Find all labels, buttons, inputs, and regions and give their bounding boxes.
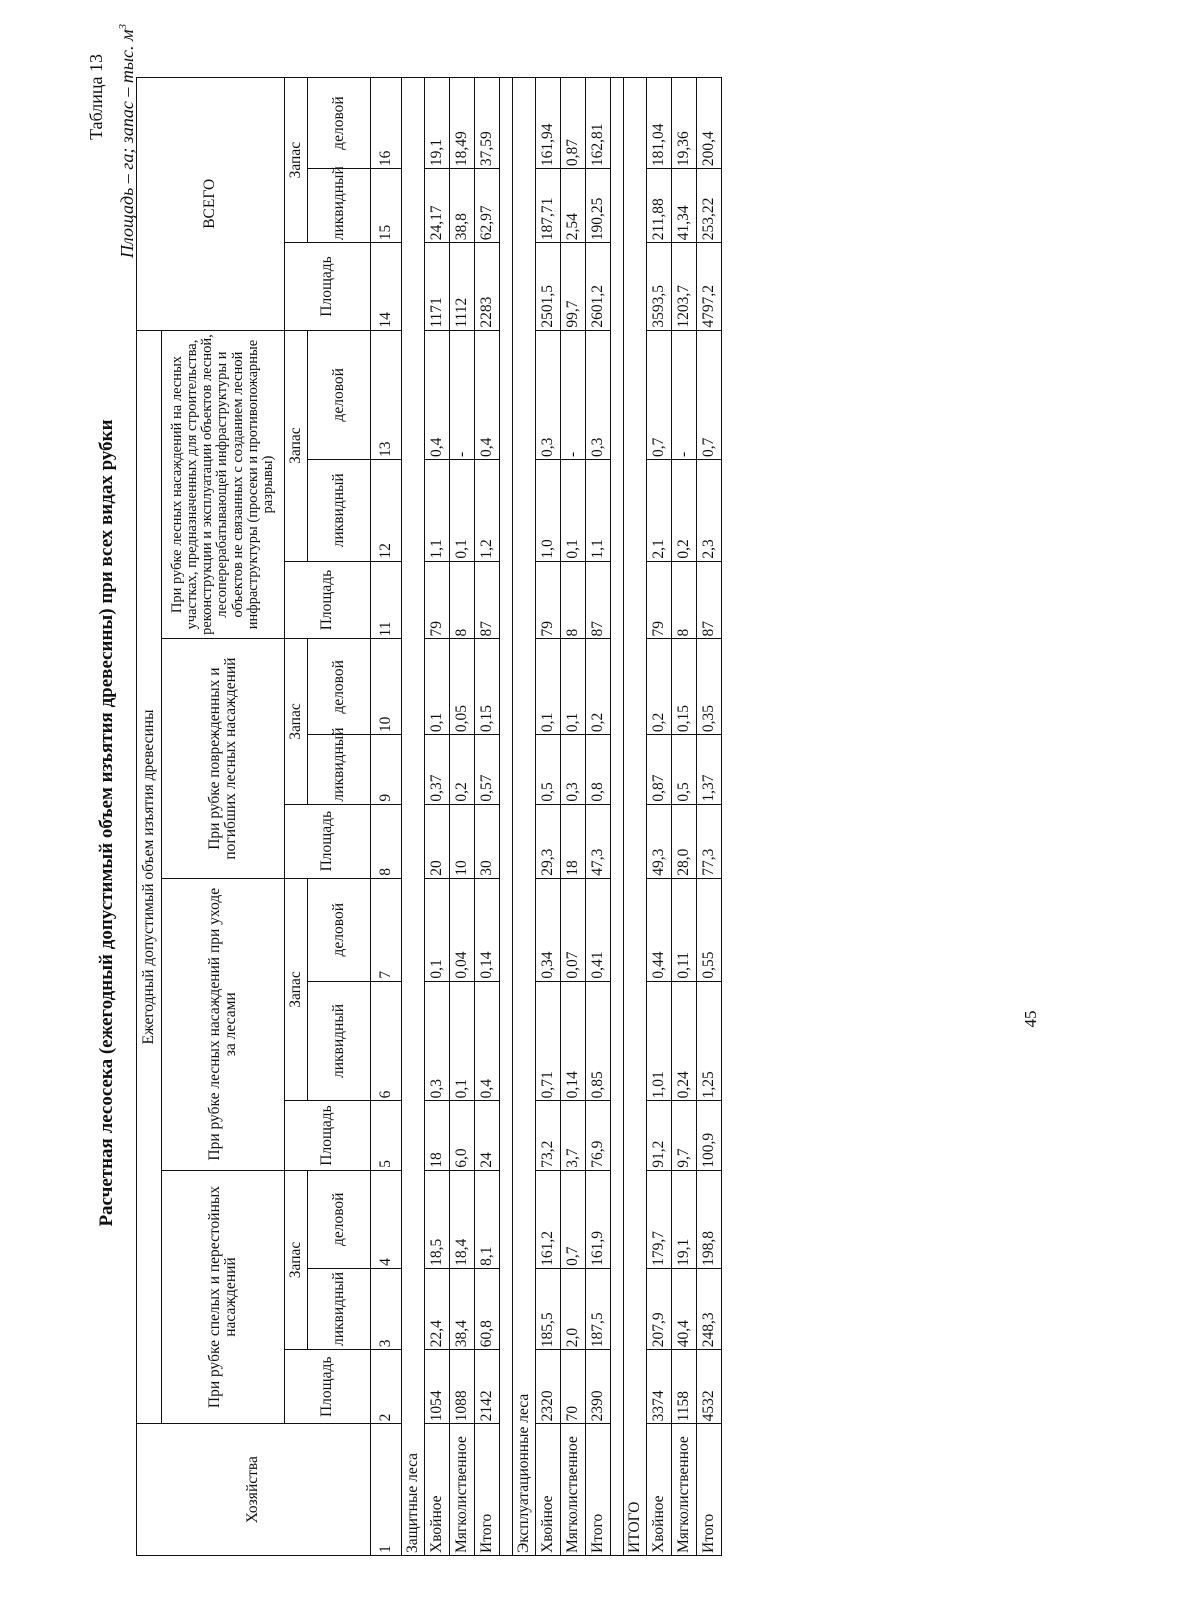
- table-cell: 0,2: [672, 459, 697, 561]
- table-cell: 187,71: [536, 169, 561, 243]
- table-cell: 87: [697, 561, 722, 639]
- table-cell: 37,59: [475, 78, 500, 169]
- table-cell: 211,88: [647, 169, 672, 243]
- header-commercial: деловой: [308, 878, 371, 981]
- table-cell: 19,36: [672, 78, 697, 169]
- table-cell: 1,0: [536, 459, 561, 561]
- table-cell: -: [450, 330, 475, 459]
- column-number: 4: [371, 1170, 402, 1268]
- table-row: [647, 78, 672, 1556]
- table-cell: 1054: [425, 1350, 450, 1424]
- table-cell: 0,85: [586, 981, 611, 1101]
- table-cell: 76,9: [586, 1101, 611, 1170]
- header-liquid: ликвидный: [308, 1268, 371, 1349]
- table-cell: 77,3: [697, 804, 722, 878]
- table-cell: 18,49: [450, 78, 475, 169]
- table-cell: 0,24: [672, 981, 697, 1101]
- table-cell: 0,7: [647, 330, 672, 459]
- header-stock: Запас: [285, 639, 308, 804]
- row-label: Хвойное: [536, 1424, 561, 1556]
- table-row: [536, 78, 561, 1556]
- table-cell: 2501,5: [536, 243, 561, 330]
- table-cell: 0,3: [425, 981, 450, 1101]
- section-spacer: [500, 78, 513, 1556]
- table-cell: 41,34: [672, 169, 697, 243]
- table-cell: 8: [672, 561, 697, 639]
- table-cell: 0,05: [450, 639, 475, 735]
- table-cell: 161,2: [536, 1170, 561, 1268]
- table-cell: 1,1: [425, 459, 450, 561]
- table-cell: 0,15: [672, 639, 697, 735]
- table-title: Расчетная лесосека (ежегодный допустимый объем изъятия древесины) при всех видах рубки: [96, 419, 117, 1227]
- header-commercial: деловой: [308, 330, 371, 459]
- table-cell: 190,25: [586, 169, 611, 243]
- header-liquid: ликвидный: [308, 735, 371, 804]
- column-number: 7: [371, 878, 402, 981]
- table-cell: 0,55: [697, 878, 722, 981]
- table-cell: 0,14: [475, 878, 500, 981]
- header-liquid: ликвидный: [308, 169, 371, 243]
- table-cell: 29,3: [536, 804, 561, 878]
- table-cell: 0,71: [536, 981, 561, 1101]
- table-cell: 1112: [450, 243, 475, 330]
- table-cell: 0,87: [647, 735, 672, 804]
- table-cell: 79: [425, 561, 450, 639]
- table-cell: 0,14: [561, 981, 586, 1101]
- table-body: [371, 78, 722, 1556]
- table-cell: 87: [586, 561, 611, 639]
- table-cell: 22,4: [425, 1268, 450, 1349]
- column-number: 11: [371, 561, 402, 639]
- table-cell: 0,2: [647, 639, 672, 735]
- table-row: [672, 78, 697, 1556]
- column-number-row: [371, 78, 402, 1556]
- table-cell: 0,41: [586, 878, 611, 981]
- table-cell: 0,35: [697, 639, 722, 735]
- column-number: 6: [371, 981, 402, 1101]
- table-cell: 187,5: [586, 1268, 611, 1349]
- row-label: Хвойное: [647, 1424, 672, 1556]
- table-cell: 87: [475, 561, 500, 639]
- table-cell: 0,1: [450, 459, 475, 561]
- units-superscript: 3: [117, 24, 129, 30]
- table-cell: 100,9: [697, 1101, 722, 1170]
- table-cell: 0,57: [475, 735, 500, 804]
- table-cell: 40,4: [672, 1268, 697, 1349]
- table-cell: 0,2: [450, 735, 475, 804]
- header-area: Площадь: [285, 804, 371, 878]
- header-group-damaged: При рубке поврежденных и погибших лесных насаждений: [162, 639, 285, 878]
- header-group-infrastructure: При рубке лесных насаждений на лесных участках, предназначенных для строительства, реконструкции и эксплуатации объектов лесной, лесоперерабатывающей инфраструктуры и объектов не связанных с созданием лесной инфраструктуры (просеки и противопожарные разрывы): [162, 330, 285, 639]
- table-cell: 0,3: [536, 330, 561, 459]
- table-cell: 0,4: [475, 330, 500, 459]
- table-cell: 4532: [697, 1350, 722, 1424]
- table-number: Таблица 13: [86, 54, 106, 140]
- spacer-cell: [611, 78, 624, 1556]
- column-number: 10: [371, 639, 402, 735]
- table-cell: 1,2: [475, 459, 500, 561]
- table-cell: 0,1: [425, 878, 450, 981]
- header-annual: Ежегодный допустимый объем изъятия древесины: [137, 330, 162, 1424]
- section-title: ИТОГО: [624, 78, 647, 1556]
- table-cell: 2,0: [561, 1268, 586, 1349]
- table-cell: 18,5: [425, 1170, 450, 1268]
- table-cell: 38,8: [450, 169, 475, 243]
- column-number: 13: [371, 330, 402, 459]
- table-cell: 0,3: [561, 735, 586, 804]
- table-cell: 1,25: [697, 981, 722, 1101]
- table-cell: 200,4: [697, 78, 722, 169]
- column-number: 2: [371, 1350, 402, 1424]
- header-khozyaistva: Хозяйства: [137, 1424, 371, 1556]
- table-cell: 8: [561, 561, 586, 639]
- table-cell: 2283: [475, 243, 500, 330]
- table-cell: 19,1: [672, 1170, 697, 1268]
- column-number: 8: [371, 804, 402, 878]
- row-label: Итого: [586, 1424, 611, 1556]
- table-cell: 2,1: [647, 459, 672, 561]
- table-cell: 179,7: [647, 1170, 672, 1268]
- harvest-table: [136, 77, 722, 1556]
- table-cell: 62,97: [475, 169, 500, 243]
- section-header-row: [624, 78, 647, 1556]
- table-cell: 2,54: [561, 169, 586, 243]
- section-header-row: [402, 78, 425, 1556]
- table-cell: 0,1: [536, 639, 561, 735]
- header-stock: Запас: [285, 330, 308, 561]
- header-area: Площадь: [285, 1350, 371, 1424]
- table-row: [450, 78, 475, 1556]
- section-header-row: [513, 78, 536, 1556]
- header-total: ВСЕГО: [137, 78, 285, 331]
- row-label: Итого: [697, 1424, 722, 1556]
- column-number: 1: [371, 1424, 402, 1556]
- table-cell: 38,4: [450, 1268, 475, 1349]
- table-cell: 0,87: [561, 78, 586, 169]
- table-cell: 2142: [475, 1350, 500, 1424]
- table-cell: 0,5: [672, 735, 697, 804]
- table-cell: 162,81: [586, 78, 611, 169]
- table-cell: 161,9: [586, 1170, 611, 1268]
- header-commercial: деловой: [308, 1170, 371, 1268]
- header-commercial: деловой: [308, 639, 371, 735]
- column-number: 14: [371, 243, 402, 330]
- table-cell: 0,4: [475, 981, 500, 1101]
- table-cell: 2390: [586, 1350, 611, 1424]
- table-cell: 79: [647, 561, 672, 639]
- table-cell: 1,01: [647, 981, 672, 1101]
- table-cell: 207,9: [647, 1268, 672, 1349]
- table-cell: 0,07: [561, 878, 586, 981]
- header-stock: Запас: [285, 1170, 308, 1349]
- column-number: 3: [371, 1268, 402, 1349]
- table-cell: 8,1: [475, 1170, 500, 1268]
- units-note: [117, 24, 138, 354]
- table-cell: 3593,5: [647, 243, 672, 330]
- table-cell: 6,0: [450, 1101, 475, 1170]
- table-row: [425, 78, 450, 1556]
- table-cell: 24: [475, 1101, 500, 1170]
- section-title: Эксплуатационные леса: [513, 78, 536, 1556]
- table-cell: 0,7: [697, 330, 722, 459]
- table-cell: 1,1: [586, 459, 611, 561]
- table-cell: 99,7: [561, 243, 586, 330]
- header-stock: Запас: [285, 78, 308, 243]
- table-cell: -: [561, 330, 586, 459]
- table-cell: 18: [561, 804, 586, 878]
- table-cell: 1,37: [697, 735, 722, 804]
- table-cell: 3374: [647, 1350, 672, 1424]
- table-cell: 0,11: [672, 878, 697, 981]
- table-cell: 0,1: [450, 981, 475, 1101]
- table-cell: 20: [425, 804, 450, 878]
- header-liquid: ликвидный: [308, 459, 371, 561]
- row-label: Мягколиственное: [672, 1424, 697, 1556]
- column-number: 12: [371, 459, 402, 561]
- table-cell: 2,3: [697, 459, 722, 561]
- table-cell: 161,94: [536, 78, 561, 169]
- table-row: [561, 78, 586, 1556]
- table-cell: 198,8: [697, 1170, 722, 1268]
- table-cell: -: [672, 330, 697, 459]
- column-number: 9: [371, 735, 402, 804]
- table-row: [586, 78, 611, 1556]
- header-stock: Запас: [285, 878, 308, 1101]
- header-area: Площадь: [285, 243, 371, 330]
- table-cell: 3,7: [561, 1101, 586, 1170]
- table-cell: 0,1: [561, 459, 586, 561]
- table-cell: 0,15: [475, 639, 500, 735]
- header-area: Площадь: [285, 1101, 371, 1170]
- table-cell: 47,3: [586, 804, 611, 878]
- table-cell: 185,5: [536, 1268, 561, 1349]
- table-cell: 1158: [672, 1350, 697, 1424]
- row-label: Итого: [475, 1424, 500, 1556]
- table-cell: 19,1: [425, 78, 450, 169]
- units-text: Площадь – га; запас – тыс. м: [117, 29, 137, 259]
- table-cell: 49,3: [647, 804, 672, 878]
- table-cell: 18,4: [450, 1170, 475, 1268]
- table-cell: 2320: [536, 1350, 561, 1424]
- table-cell: 4797,2: [697, 243, 722, 330]
- table-cell: 91,2: [647, 1101, 672, 1170]
- page-number: 45: [1021, 1010, 1040, 1028]
- table-row: [475, 78, 500, 1556]
- table-cell: 30: [475, 804, 500, 878]
- table-cell: 0,7: [561, 1170, 586, 1268]
- header-commercial: деловой: [308, 78, 371, 169]
- column-number: 15: [371, 169, 402, 243]
- table-cell: 60,8: [475, 1268, 500, 1349]
- row-label: Мягколиственное: [450, 1424, 475, 1556]
- table-cell: 0,34: [536, 878, 561, 981]
- spacer-cell: [500, 78, 513, 1556]
- table-cell: 73,2: [536, 1101, 561, 1170]
- table-cell: 0,37: [425, 735, 450, 804]
- table-cell: 70: [561, 1350, 586, 1424]
- table-cell: 10: [450, 804, 475, 878]
- table-cell: 0,5: [536, 735, 561, 804]
- table-cell: 18: [425, 1101, 450, 1170]
- column-number: 16: [371, 78, 402, 169]
- table-cell: 0,1: [561, 639, 586, 735]
- table-cell: 9,7: [672, 1101, 697, 1170]
- table-cell: 0,1: [425, 639, 450, 735]
- table-cell: 0,04: [450, 878, 475, 981]
- section-spacer: [611, 78, 624, 1556]
- header-liquid: ликвидный: [308, 981, 371, 1101]
- table-cell: 79: [536, 561, 561, 639]
- row-label: Хвойное: [425, 1424, 450, 1556]
- section-title: Защитные леса: [402, 78, 425, 1556]
- table-cell: 28,0: [672, 804, 697, 878]
- table-cell: 0,4: [425, 330, 450, 459]
- table-cell: 248,3: [697, 1268, 722, 1349]
- table-cell: 1088: [450, 1350, 475, 1424]
- table-cell: 1203,7: [672, 243, 697, 330]
- table-cell: 0,3: [586, 330, 611, 459]
- table-row: [697, 78, 722, 1556]
- table-cell: 8: [450, 561, 475, 639]
- table-cell: 0,8: [586, 735, 611, 804]
- table-cell: 2601,2: [586, 243, 611, 330]
- header-group-care: При рубке лесных насаждений при уходе за лесами: [162, 878, 285, 1170]
- table-cell: 24,17: [425, 169, 450, 243]
- table-cell: 0,44: [647, 878, 672, 981]
- row-label: Мягколиственное: [561, 1424, 586, 1556]
- table-cell: 0,2: [586, 639, 611, 735]
- table-cell: 253,22: [697, 169, 722, 243]
- column-number: 5: [371, 1101, 402, 1170]
- table-cell: 181,04: [647, 78, 672, 169]
- header-area: Площадь: [285, 561, 371, 639]
- header-group-mature: При рубке спелых и перестойных насаждений: [162, 1170, 285, 1424]
- table-cell: 1171: [425, 243, 450, 330]
